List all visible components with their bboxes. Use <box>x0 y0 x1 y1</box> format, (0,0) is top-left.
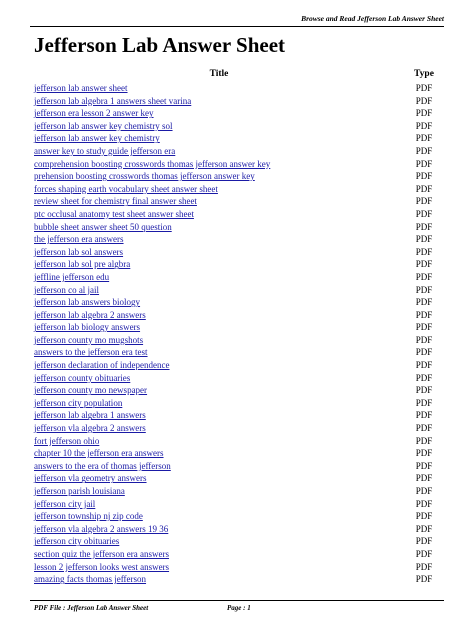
row-title-link[interactable]: section quiz the jefferson era answers <box>34 548 170 559</box>
table-header-row <box>34 68 444 80</box>
row-title-link[interactable]: fort jefferson ohio <box>34 435 100 446</box>
row-title-link[interactable]: jefferson lab answer key chemistry sol <box>34 120 173 131</box>
row-type: PDF <box>415 284 433 295</box>
row-type: PDF <box>415 334 433 345</box>
table-row <box>34 233 444 246</box>
row-title-link[interactable]: jefferson county mo mugshots <box>34 334 144 345</box>
row-type: PDF <box>415 473 433 484</box>
row-type: PDF <box>415 145 433 156</box>
row-title-link[interactable]: jefferson lab sol answers <box>34 246 124 257</box>
row-title-link[interactable]: prehension boosting crosswords thomas jefferson answer key <box>34 171 255 182</box>
table-row <box>34 95 444 108</box>
row-title-link[interactable]: jefferson lab algebra 2 answers <box>34 309 146 320</box>
row-type: PDF <box>415 435 433 446</box>
table-row <box>34 246 444 259</box>
row-type: PDF <box>415 171 433 182</box>
row-title-link[interactable]: review sheet for chemistry final answer sheet <box>34 196 197 207</box>
footer-divider <box>30 600 444 601</box>
footer-page-number: Page : 1 <box>227 604 251 612</box>
row-type: PDF <box>415 347 433 358</box>
table-row <box>34 573 444 586</box>
row-type: PDF <box>415 221 433 232</box>
row-type: PDF <box>415 372 433 383</box>
table-row <box>34 460 444 473</box>
column-header-type: Type <box>414 69 434 79</box>
row-title-link[interactable]: jefferson co al jail <box>34 284 100 295</box>
row-type: PDF <box>415 423 433 434</box>
row-title-link[interactable]: the jefferson era answers <box>34 234 124 245</box>
row-type: PDF <box>415 246 433 257</box>
row-type: PDF <box>415 183 433 194</box>
row-type: PDF <box>415 523 433 534</box>
row-title-link[interactable]: ptc occlusal anatomy test sheet answer sheet <box>34 208 194 219</box>
row-title-link[interactable]: jefferson era lesson 2 answer key <box>34 108 154 119</box>
row-type: PDF <box>415 460 433 471</box>
row-type: PDF <box>415 385 433 396</box>
row-type: PDF <box>415 297 433 308</box>
table-row <box>34 120 444 133</box>
row-type: PDF <box>415 574 433 585</box>
table-row <box>34 221 444 234</box>
row-title-link[interactable]: jefferson county mo newspaper <box>34 385 148 396</box>
row-type: PDF <box>415 309 433 320</box>
table-row <box>34 107 444 120</box>
table-body <box>34 82 444 586</box>
page-header-text: Browse and Read Jefferson Lab Answer Sheet <box>301 14 444 23</box>
row-type: PDF <box>415 95 433 106</box>
row-title-link[interactable]: answers to the era of thomas jefferson <box>34 460 171 471</box>
row-title-link[interactable]: jefferson declaration of independence <box>34 360 170 371</box>
table-row <box>34 384 444 397</box>
row-title-link[interactable]: jefferson vla geometry answers <box>34 473 147 484</box>
row-title-link[interactable]: jeffline jefferson edu <box>34 271 110 282</box>
row-type: PDF <box>415 410 433 421</box>
table-row <box>34 284 444 297</box>
table-row <box>34 346 444 359</box>
table-row <box>34 397 444 410</box>
header-divider <box>30 26 444 27</box>
row-type: PDF <box>415 448 433 459</box>
table-row <box>34 82 444 95</box>
row-type: PDF <box>415 561 433 572</box>
footer-file-label: PDF File : Jefferson Lab Answer Sheet <box>34 604 149 612</box>
row-type: PDF <box>415 196 433 207</box>
row-title-link[interactable]: answers to the jefferson era test <box>34 347 148 358</box>
row-type: PDF <box>415 271 433 282</box>
row-title-link[interactable]: jefferson lab answer key chemistry <box>34 133 160 144</box>
table-row <box>34 258 444 271</box>
row-title-link[interactable]: jefferson vla algebra 2 answers <box>34 423 146 434</box>
table-row <box>34 195 444 208</box>
row-title-link[interactable]: jefferson lab answer sheet <box>34 83 128 93</box>
table-row <box>34 296 444 309</box>
row-type: PDF <box>415 234 433 245</box>
row-type: PDF <box>415 360 433 371</box>
row-title-link[interactable]: lesson 2 jefferson looks west answers <box>34 561 170 572</box>
table-row <box>34 485 444 498</box>
table-row <box>34 422 444 435</box>
table-row <box>34 359 444 372</box>
table-row <box>34 145 444 158</box>
table-row <box>34 309 444 322</box>
row-type: PDF <box>415 397 433 408</box>
row-title-link[interactable]: jefferson lab algebra 1 answers <box>34 410 146 421</box>
column-header-title: Title <box>209 69 229 79</box>
table-row <box>34 498 444 511</box>
table-row <box>34 170 444 183</box>
row-title-link[interactable]: jefferson parish louisiana <box>34 486 125 496</box>
table-row <box>34 548 444 561</box>
row-type: PDF <box>415 208 433 219</box>
row-title-link[interactable]: jefferson township nj zip code <box>34 511 143 522</box>
row-title-link[interactable]: jefferson lab algebra 1 answers sheet varina <box>34 95 192 106</box>
row-type: PDF <box>415 498 433 509</box>
row-title-link[interactable]: jefferson lab biology answers <box>34 322 141 333</box>
table-row <box>34 334 444 347</box>
row-type: PDF <box>415 536 433 547</box>
row-type: PDF <box>415 548 433 559</box>
table-row <box>34 447 444 460</box>
row-title-link[interactable]: jefferson city obituaries <box>34 536 120 547</box>
table-row <box>34 535 444 548</box>
row-type: PDF <box>415 322 433 333</box>
row-type: PDF <box>415 120 433 131</box>
row-type: PDF <box>415 83 433 93</box>
table-row <box>34 372 444 385</box>
row-title-link[interactable]: answer key to study guide jefferson era <box>34 145 176 156</box>
row-title-link[interactable]: chapter 10 the jefferson era answers <box>34 448 164 459</box>
row-title-link[interactable]: jefferson city jail <box>34 498 96 509</box>
row-title-link[interactable]: jefferson lab answers biology <box>34 297 141 308</box>
table-row <box>34 561 444 574</box>
table-row <box>34 158 444 171</box>
row-title-link[interactable]: jefferson city population <box>34 397 123 408</box>
table-row <box>34 183 444 196</box>
table-row <box>34 523 444 536</box>
table-row <box>34 435 444 448</box>
document-title: Jefferson Lab Answer Sheet <box>34 33 286 57</box>
row-type: PDF <box>415 486 433 496</box>
table-row <box>34 271 444 284</box>
table-row <box>34 321 444 334</box>
table-row <box>34 472 444 485</box>
row-title-link[interactable]: bubble sheet answer sheet 50 question <box>34 221 172 232</box>
row-title-link[interactable]: comprehension boosting crosswords thomas jefferson answer key <box>34 158 271 169</box>
row-type: PDF <box>415 158 433 169</box>
row-type: PDF <box>415 133 433 144</box>
row-title-link[interactable]: jefferson lab sol pre algbra <box>34 259 131 270</box>
row-title-link[interactable]: jefferson vla algebra 2 answers 19 36 <box>34 523 169 534</box>
row-type: PDF <box>415 108 433 119</box>
results-table <box>34 68 444 586</box>
row-title-link[interactable]: amazing facts thomas jefferson <box>34 574 147 585</box>
table-row <box>34 409 444 422</box>
table-row <box>34 132 444 145</box>
row-title-link[interactable]: jefferson county obituaries <box>34 372 131 383</box>
row-title-link[interactable]: forces shaping earth vocabulary sheet answer sheet <box>34 183 218 194</box>
row-type: PDF <box>415 259 433 270</box>
table-row <box>34 510 444 523</box>
table-row <box>34 208 444 221</box>
row-type: PDF <box>415 511 433 522</box>
